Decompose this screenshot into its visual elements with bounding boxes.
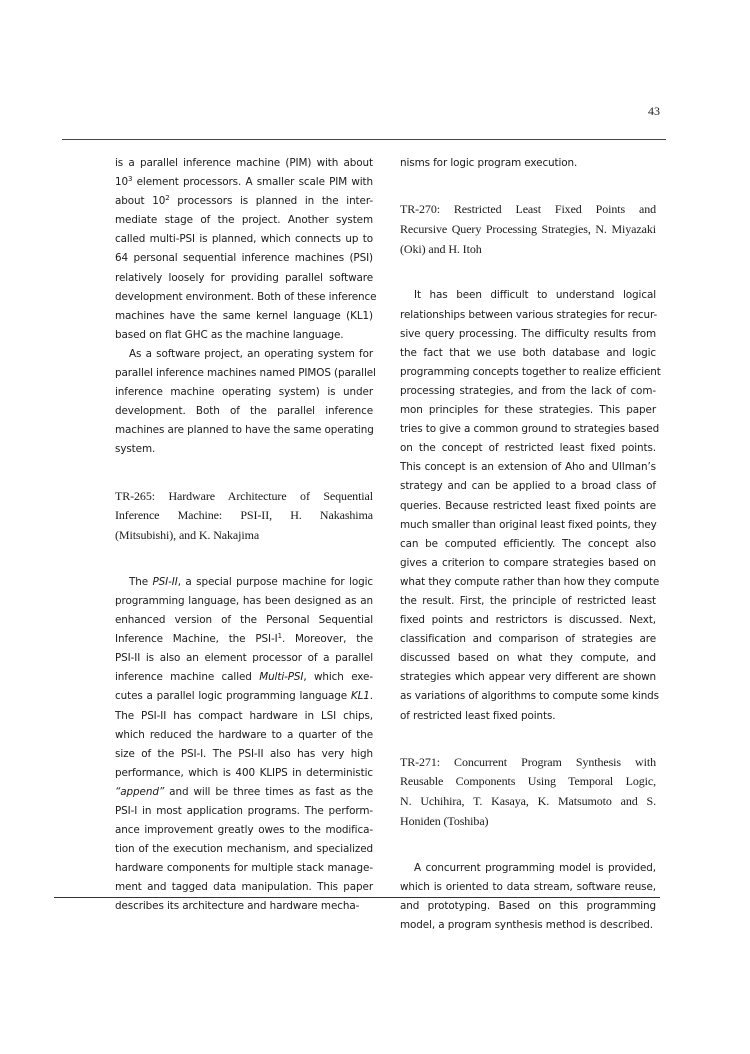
text-line: The PSI-II has compact hardware in LSI chips, [115, 709, 373, 722]
text-line: machines are planned to have the same operating [115, 424, 374, 437]
text-line: “append” and will be three times as fast as the [115, 785, 373, 798]
text-line: TR-271: Concurrent Program Synthesis with [400, 754, 656, 769]
spacer [115, 546, 373, 573]
text-line: the fact that we use both database and logic [400, 346, 656, 359]
text-line: strategies which appear very different are shown [400, 671, 656, 684]
text-line: the result. First, the principle of restricted least [400, 594, 656, 607]
text-line: mediate stage of the project. Another system [115, 214, 373, 227]
text-line: PSI-II is also an element processor of a parallel [115, 652, 373, 665]
text-line: relationships between various strategies for recur- [400, 308, 658, 321]
text-line: programming language, has been designed as an [115, 594, 373, 607]
text-line: Recursive Query Processing Strategies, N. Miyazaki [400, 221, 656, 236]
text-line: tion of the execution mechanism, and specialized [115, 843, 373, 856]
text-line: size of the PSI-I. The PSI-II also has very high [115, 747, 373, 760]
text-line: inference machine operating system) is under [115, 386, 373, 399]
tr271-heading [400, 753, 656, 832]
italic-term: “append” [115, 785, 165, 798]
spacer [115, 460, 373, 487]
tr265-abstract-continuation [400, 154, 656, 173]
text-line: The PSI-II, a special purpose machine for logic [129, 575, 374, 588]
text-line: It has been difficult to understand logical [414, 289, 656, 302]
tr271-abstract [400, 859, 656, 935]
text-line: what they compute rather than how they compute [400, 575, 660, 588]
text-line: which is oriented to data stream, software reuse, [400, 880, 656, 893]
text-line: mon principles for these strategies. This paper [400, 404, 656, 417]
italic-term: KL1 [350, 690, 370, 703]
tr265-heading [115, 487, 373, 546]
text-line: describes its architecture and hardware mecha- [115, 900, 360, 913]
text-line: can be computed efficiently. The concept also [400, 537, 656, 550]
text-line: based on flat GHC as the machine language. [115, 328, 344, 341]
superscript: 2 [165, 194, 170, 203]
spacer [400, 173, 656, 200]
text-line: ance improvement greatly owes to the modifica- [115, 824, 373, 837]
text-line: PSI-I in most application programs. The perform- [115, 805, 373, 818]
text-line: which reduced the hardware to a quarter of the [115, 728, 373, 741]
spacer [400, 259, 656, 286]
text-line: called multi-PSI is planned, which connects up to [115, 233, 373, 246]
text-line: Reusable Components Using Temporal Logic, [400, 774, 656, 789]
text-line: parallel inference machines named PIMOS (parallel [115, 367, 376, 380]
tr270-heading [400, 200, 656, 259]
right-column [400, 154, 661, 935]
text-line: machines have the same kernel language (KL1) [115, 309, 373, 322]
italic-term: PSI-II [152, 575, 178, 588]
text-line: Inference Machine: PSI-II, H. Nakashima [115, 508, 373, 523]
text-line: nisms for logic program execution. [400, 157, 578, 169]
text-line: 64 personal sequential inference machines (PSI) [115, 252, 373, 265]
text-line: as variations of algorithms to compute some kinds [400, 690, 659, 703]
text-line: N. Uchihira, T. Kasaya, K. Matsumoto and S. [400, 794, 656, 809]
text-line: is a parallel inference machine (PIM) with about [115, 157, 373, 169]
text-line: model, a program synthesis method is described. [400, 919, 653, 932]
text-line: on the concept of restricted least fixed points. [400, 442, 656, 455]
text-line: strategy and can be applied to a broad class of [400, 480, 656, 493]
text-line: tries to give a common ground to strategies based [400, 423, 660, 436]
page-number: 43 [648, 104, 660, 118]
spacer [400, 832, 656, 859]
text-line: programming concepts together to realize efficient [400, 365, 661, 378]
text-line: discussed based on what they compute, and [400, 652, 656, 665]
text-line: Honiden (Toshiba) [400, 814, 489, 829]
text-line: cutes a parallel logic programming language KL1. [115, 690, 373, 703]
text-line: ment and tagged data manipulation. This paper [115, 881, 373, 894]
text-line: development environment. Both of these inference [115, 290, 377, 303]
text-line: classification and comparison of strategies are [400, 633, 656, 646]
software-project-paragraph [115, 345, 376, 460]
text-line: $10^3$ element processors. A smaller scale PIM with [115, 175, 373, 189]
text-line: performance, which is 400 KLIPS in deterministic [115, 766, 373, 779]
text-line: gives a criterion to compare strategies based on [400, 556, 656, 569]
text-line: and prototyping. Based on this programming [400, 900, 656, 913]
text-line: This concept is an extension of Aho and Ullman’s [400, 461, 656, 474]
text-line: processing strategies, and from the lack of com- [400, 384, 656, 397]
text-line: system. [115, 443, 156, 456]
text-line: hardware components for multiple stack manage- [115, 862, 373, 875]
text-line: As a software project, an operating system for [129, 347, 373, 360]
text-line: TR-265: Hardware Architecture of Sequential [115, 488, 373, 503]
text-line: TR-270: Restricted Least Fixed Points and [400, 202, 656, 217]
top-rule [62, 139, 666, 140]
superscript: 3 [128, 175, 133, 184]
text-line: Inference Machine, the PSI-$I^1$. Moreover, the [115, 632, 373, 646]
text-line: A concurrent programming model is provided, [414, 861, 656, 874]
text-line: about $10^2$ processors is planned in the inter- [115, 194, 373, 208]
text-line: fixed points and restrictors is discussed. Next, [400, 614, 656, 627]
left-column [115, 154, 377, 917]
text-line: development. Both of the parallel inference [115, 405, 373, 418]
text-line: relatively loosely for providing parallel software [115, 271, 373, 284]
text-line: much smaller than original least fixed points, they [400, 518, 657, 531]
text-line: sive query processing. The difficulty results from [400, 327, 656, 340]
text-line: enhanced version of the Personal Sequential [115, 614, 373, 627]
italic-term: Multi-PSI [259, 671, 304, 684]
text-line: (Oki) and H. Itoh [400, 241, 482, 256]
text-line: queries. Because restricted least fixed points are [400, 499, 656, 512]
tr270-abstract [400, 286, 661, 725]
text-line: (Mitsubishi), and K. Nakajima [115, 528, 260, 543]
spacer [400, 726, 656, 753]
superscript: 1 [277, 632, 282, 641]
text-line: of restricted least fixed points. [400, 709, 556, 722]
text-line: inference machine called Multi-PSI, which exe- [115, 671, 373, 684]
intro-paragraph [115, 154, 377, 345]
tr265-abstract [115, 573, 373, 917]
